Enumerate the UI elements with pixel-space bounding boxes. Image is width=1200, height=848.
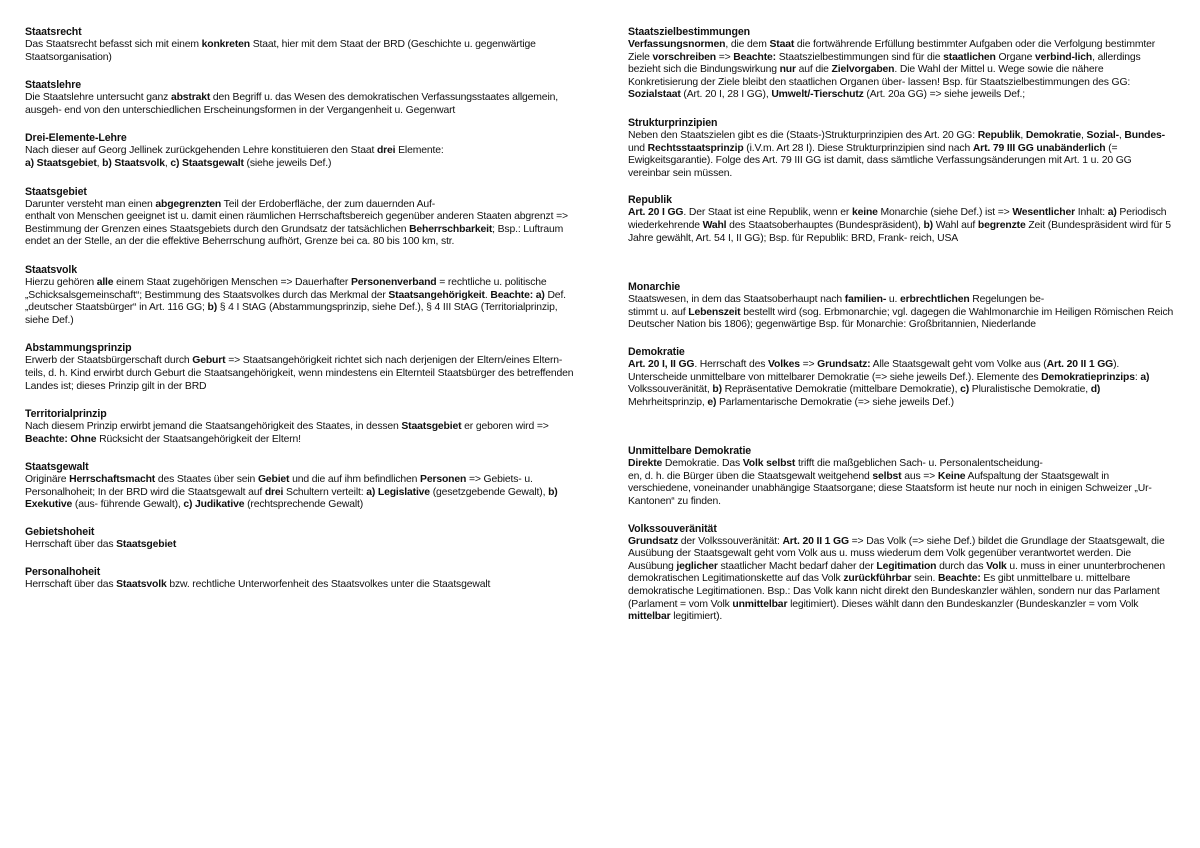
entry-republik bbox=[628, 194, 1174, 245]
entry-title: Demokratie bbox=[628, 345, 685, 358]
entry-title: Staatslehre bbox=[25, 79, 82, 92]
entry-title: Volkssouveränität bbox=[628, 522, 717, 535]
entry-body: Herrschaft über das Staatsvolk bzw. rechtliche Unterworfenheit des Staatsvolkes unter die Staatsgewalt bbox=[25, 578, 491, 590]
entry-body: Staatswesen, in dem das Staatsoberhaupt nach familien- u. erbrechtlichen Regelungen be- stimmt u. auf Lebenszeit bestellt wird (sog. Erbmonarchie; vgl. dagegen die Wahlmonarchie im Heiligen Römischen Reich Deutscher Nation bis 1806); gegenwärtige Bsp. für Monarchie: Großbritannien, Niederlande bbox=[628, 294, 1174, 331]
entry-body: Grundsatz der Volkssouveränität: Art. 20 II 1 GG => Das Volk (=> siehe Def.) bildet die Grundlage der Staatsgewalt, die Ausübung der Staatsgewalt geht vom Volk aus u. muss wiederum dem Volk gegenüber verantwortet werden. Die Ausübung jeglicher staatlicher Macht bedarf daher der Legitimation durch das Volk u. muss in einer ununterbrochenen demokratischen Legitimationskette auf das Volk zurückführbar sein. Beachte: Es gibt unmittelbare u. mittelbare demokratische Legitimationen. Bsp.: Das Volk kann nicht direkt den Bundeskanzler wählen, sondern nur das Parlament (Parlament = vom Volk unmittelbar legitimiert). Dieses wählt dann den Bundeskanzler (Bundeskanzler = vom Volk mittelbar legitimiert). bbox=[628, 535, 1166, 623]
entry-staatsvolk bbox=[25, 264, 581, 327]
left-column bbox=[25, 26, 581, 591]
entry-staatsrecht bbox=[25, 26, 581, 64]
entry-abstammungsprinzip bbox=[25, 342, 581, 393]
entry-title: Gebietshoheit bbox=[25, 526, 95, 539]
entry-strukturprinzipien bbox=[628, 117, 1174, 180]
entry-body: Neben den Staatszielen gibt es die (Staats-)Strukturprinzipien des Art. 20 GG: Republik, Demokratie, Sozial-, Bundes- und Rechtsstaatsprinzip (i.V.m. Art 28 I). Diese Strukturprinzipien sind nach Art. 79 III GG unabänderlich (= Ewigkeitsgarantie). Folge des Art. 79 III GG ist damit, dass sämtliche Verfassungsänderungen mit Art. 1 u. 20 GG vereinbar sein müssen. bbox=[628, 129, 1165, 179]
entry-body: Art. 20 I GG. Der Staat ist eine Republik, wenn er keine Monarchie (siehe Def.) ist => Wesentlicher Inhalt: a) Periodisch wiederkehrende Wahl des Staatsoberhauptes (Bundespräsident), b) Wahl auf begrenzte Zeit (Bundespräsident wird für 5 Jahre gewählt, Art. 54 I, II GG); Bsp. für Republik: BRD, Frank- reich, USA bbox=[628, 207, 1171, 244]
entry-gebietshoheit bbox=[25, 526, 581, 552]
entry-title: Strukturprinzipien bbox=[628, 116, 718, 129]
entry-body: Nach diesem Prinzip erwirbt jemand die Staatsangehörigkeit des Staates, in dessen Staatsgebiet er geboren wird => Beachte: Ohne Rücksicht der Staatsangehörigkeit der Eltern! bbox=[25, 421, 549, 445]
entry-body: Nach dieser auf Georg Jellinek zurückgehenden Lehre konstituieren den Staat drei Elemente: a) Staatsgebiet, b) Staatsvolk, c) Staatsgewalt (siehe jeweils Def.) bbox=[25, 145, 444, 169]
entry-drei-elemente-lehre bbox=[25, 132, 581, 170]
entry-title: Republik bbox=[628, 194, 672, 207]
entry-body: Art. 20 I, II GG. Herrschaft des Volkes => Grundsatz: Alle Staatsgewalt geht vom Volke aus (Art. 20 II 1 GG). Unterscheide unmittelbare von mittelbarer Demokratie (=> siehe jeweils Def.). Elemente des Demokratieprinzips: a) Volkssouveränität, b) Repräsentative Demokratie (mittelbare Demokratie), c) Pluralistische Demokratie, d) Mehrheitsprinzip, e) Parlamentarische Demokratie (=> siehe jeweils Def.) bbox=[628, 358, 1150, 408]
entry-title: Staatsgewalt bbox=[25, 461, 89, 474]
right-column bbox=[628, 26, 1174, 624]
entry-staatszielbestimmungen bbox=[628, 26, 1174, 102]
entry-body: Darunter versteht man einen abgegrenzten Teil der Erdoberfläche, der zum dauernden Auf- enthalt von Menschen geeignet ist u. damit einen räumlichen Herrschaftsbereich gegenüber anderen Staaten abgrenzt => Bestimmung der Grenzen eines Staatsgebiets durch den Grundsatz der tatsächlichen Beherrschbarkeit; Bsp.: Luftraum endet an der Stelle, an der die effektive Beherrschung aufhört, Grenze bei ca. 80 bis 100 km, str. bbox=[25, 198, 568, 248]
entry-title: Personalhoheit bbox=[25, 565, 101, 578]
entry-monarchie bbox=[628, 281, 1174, 332]
entry-title: Staatsrecht bbox=[25, 26, 82, 38]
entry-title: Staatsvolk bbox=[25, 263, 77, 276]
entry-demokratie bbox=[628, 346, 1174, 409]
entry-title: Territorialprinzip bbox=[25, 408, 107, 421]
entry-body: Direkte Demokratie. Das Volk selbst trifft die maßgeblichen Sach- u. Personalentscheidung- en, d. h. die Bürger üben die Staatsgewalt weitgehend selbst aus => Keine Aufspaltung der Staatsgewalt in verschiedene, voneinander unabhängige Staatsorgane; diese Staatsform ist heute nur noch in einigen Schweizer „Ur-Kantonen“ zu finden. bbox=[628, 458, 1152, 508]
entry-staatsgebiet bbox=[25, 186, 581, 249]
entry-title: Drei-Elemente-Lehre bbox=[25, 132, 127, 145]
entry-staatslehre bbox=[25, 79, 581, 117]
entry-unmittelbare-demokratie bbox=[628, 445, 1174, 508]
entry-title: Monarchie bbox=[628, 281, 681, 294]
entry-body: Verfassungsnormen, die dem Staat die fortwährende Erfüllung bestimmter Aufgaben oder die Verfolgung bestimmter Ziele vorschreiben => Beachte: Staatszielbestimmungen sind für die staatlichen Organe verbind-lich, allerdings bezieht sich die Bindungswirkung nur auf die Zielvorgaben. Die Wahl der Mittel u. Wege sowie die nähere Konkretisierung der Ziele bleibt den staatlichen Organen über- lassen! Bsp. für Staatszielbestimmungen des GG: Sozialstaat (Art. 20 I, 28 I GG), Umwelt/-Tierschutz (Art. 20a GG) => siehe jeweils Def.; bbox=[628, 39, 1156, 101]
entry-staatsgewalt bbox=[25, 461, 581, 512]
entry-title: Staatsgebiet bbox=[25, 185, 87, 198]
entry-title: Abstammungsprinzip bbox=[25, 342, 132, 355]
entry-body: Das Staatsrecht befasst sich mit einem konkreten Staat, hier mit dem Staat der BRD (Geschichte u. gegenwärtige Staatsorganisation) bbox=[25, 39, 536, 63]
entry-body: Originäre Herrschaftsmacht des Staates über sein Gebiet und die auf ihm befindlichen Personen => Gebiets- u. Personalhoheit; In der BRD wird die Staatsgewalt auf drei Schultern verteilt: a) Legislative (gesetzgebende Gewalt), b) Exekutive (aus- führende Gewalt), c) Judikative (rechtsprechende Gewalt) bbox=[25, 474, 558, 511]
entry-body: Herrschaft über das Staatsgebiet bbox=[25, 539, 177, 551]
entry-personalhoheit bbox=[25, 566, 581, 592]
entry-title: Unmittelbare Demokratie bbox=[628, 445, 752, 458]
entry-title: Staatszielbestimmungen bbox=[628, 26, 751, 38]
entry-volkssouveränität bbox=[628, 523, 1174, 624]
entry-territorialprinzip bbox=[25, 408, 581, 446]
entry-body: Die Staatslehre untersucht ganz abstrakt den Begriff u. das Wesen des demokratischen Verfassungsstaates allgemein, ausgeh- end von den unterschiedlichen Erscheinungsformen in der Vergangenheit u. Gegenwart bbox=[25, 92, 558, 116]
entry-body: Hierzu gehören alle einem Staat zugehörigen Menschen => Dauerhafter Personenverband = rechtliche u. politische „Schicksalsgemeinschaft“; Bestimmung des Staatsvolkes durch das Merkmal der Staatsangehörigkeit. Beachte: a) Def. „deutscher Staatsbürger“ in Art. 116 GG; b) § 4 I StAG (Abstammungsprinzip, siehe Def.), § 4 III StAG (Territorialprinzip, siehe Def.) bbox=[25, 276, 566, 326]
entry-body: Erwerb der Staatsbürgerschaft durch Geburt => Staatsangehörigkeit richtet sich nach derjenigen der Eltern/eines Eltern- teils, d. h. Kind erwirbt durch Geburt die Staatsangehörigkeit, wenn mindestens ein Elternteil Staatsbürger des betreffenden Landes ist; dieses Prinzip gilt in der BRD bbox=[25, 355, 574, 392]
